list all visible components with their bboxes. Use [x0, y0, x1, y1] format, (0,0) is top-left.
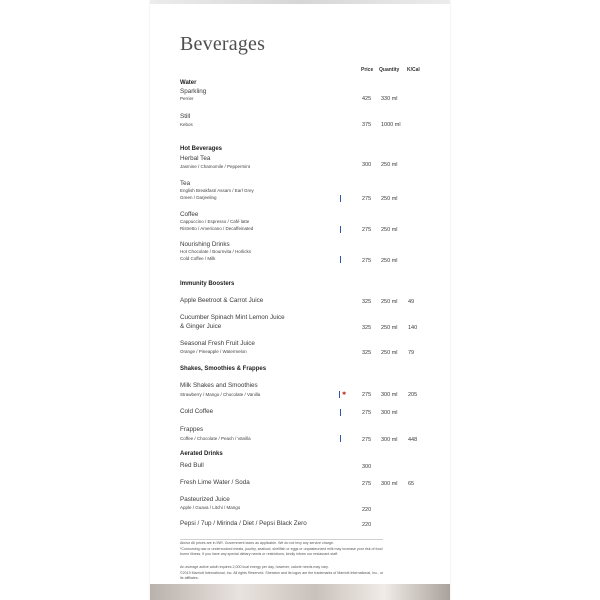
footer-copyright: ©2019 Marriott International, Inc. All rights Reserved. Sheraton and its logos are the trademarks of Marriott International, Inc., or its affiliates.: [180, 571, 384, 580]
footer-note: *Consuming raw or undercooked meats, poultry, seafood, shellfish or eggs or unpasteurized milk may increase your risk of food borne illness. If you have any special dietary needs or restrictions, kindly inform our restaurant staff.: [180, 547, 383, 556]
column-quantity: Quantity: [379, 67, 400, 73]
item-quantity: 250 ml: [381, 299, 398, 305]
item-kcal: 79: [408, 350, 415, 356]
item-quantity: 300 ml: [381, 481, 398, 487]
bottom-strip: [150, 584, 450, 600]
item-price: 220: [362, 507, 372, 513]
item-description: Cappuccino / Espresso / Café latte: [180, 219, 250, 224]
glass-icon: [340, 256, 343, 263]
footer-note: Above All prices are in INR. Government taxes as applicable. We do not levy any service charge.: [180, 541, 334, 545]
column-kcal: K/Cal: [407, 67, 420, 73]
item-description: Apple / Guava / Litchi / Mango: [180, 505, 241, 510]
item-name: Cold Coffee: [180, 408, 214, 415]
item-price: 425: [362, 96, 372, 102]
item-price: 275: [362, 196, 372, 202]
item-price: 325: [362, 350, 372, 356]
item-description: Kebos: [180, 122, 193, 127]
item-description: Hot Chocolate / Bournvita / Horlicks: [180, 249, 252, 254]
column-price: Price: [361, 67, 374, 73]
item-name: Coffee: [180, 211, 199, 218]
item-kcal: 65: [408, 481, 415, 487]
item-price: 325: [362, 325, 372, 331]
item-name: Sparkling: [180, 88, 207, 95]
item-name: Seasonal Fresh Fruit Juice: [180, 340, 255, 347]
footer-divider: [180, 539, 383, 540]
item-quantity: 250 ml: [381, 325, 398, 331]
item-description: Ristretto / Americano / Decaffeinated: [180, 226, 254, 231]
glass-icon: [340, 195, 343, 202]
item-quantity: 330 ml: [381, 96, 398, 102]
item-name: Cucumber Spinach Mint Lemon Juice: [180, 314, 285, 321]
item-name: Pasteurized Juice: [180, 496, 230, 503]
item-price: 275: [362, 258, 372, 264]
section-heading-water: Water: [180, 80, 197, 86]
item-quantity: 250 ml: [381, 162, 398, 168]
section-heading-hot-beverages: Hot Beverages: [180, 146, 223, 152]
item-quantity: 250 ml: [381, 227, 398, 233]
item-name: Pepsi / 7up / Mirinda / Diet / Pepsi Black Zero: [180, 520, 307, 527]
item-quantity: 250 ml: [381, 258, 398, 264]
item-name: Apple Beetroot & Carrot Juice: [180, 297, 264, 304]
item-price: 220: [362, 522, 372, 528]
allergen-icon: ✱: [342, 391, 347, 397]
item-price: 275: [362, 392, 372, 398]
item-price: 325: [362, 299, 372, 305]
item-quantity: 300 ml: [381, 392, 398, 398]
item-price: 275: [362, 410, 372, 416]
item-description: Orange / Pineapple / Watermelon: [180, 349, 247, 354]
glass-icon: [340, 409, 343, 416]
glass-icon: [340, 226, 343, 233]
item-name: & Ginger Juice: [180, 323, 222, 330]
item-name: Tea: [180, 180, 191, 187]
item-description: Coffee / Chocolate / Peach / Vanilla: [180, 436, 251, 441]
item-quantity: 250 ml: [381, 350, 398, 356]
top-strip: [150, 0, 450, 4]
item-price: 300: [362, 464, 372, 470]
item-price: 375: [362, 122, 372, 128]
footer-note: An average active adult requires 2,000 kcal energy per day, however, calorie needs may vary.: [180, 565, 329, 569]
item-description: Strawberry / Mango / Chocolate / Vanilla: [180, 392, 261, 397]
item-name: Nourishing Drinks: [180, 241, 230, 248]
item-description: Cold Coffee / Milk: [180, 256, 216, 261]
item-price: 275: [362, 481, 372, 487]
item-price: 300: [362, 162, 372, 168]
item-quantity: 300 ml: [381, 410, 398, 416]
item-name: Still: [180, 113, 191, 120]
item-price: 275: [362, 227, 372, 233]
page-title: Beverages: [180, 33, 266, 55]
item-name: Fresh Lime Water / Soda: [180, 479, 250, 486]
item-name: Milk Shakes and Smoothies: [180, 382, 258, 389]
item-price: 275: [362, 437, 372, 443]
item-description: Perrier: [180, 96, 194, 101]
item-description: Jasmine / Chamomile / Peppermint: [180, 164, 251, 169]
item-description: Green / Darjeeling: [180, 195, 217, 200]
section-heading-aerated: Aerated Drinks: [180, 451, 223, 457]
item-kcal: 140: [408, 325, 418, 331]
glass-icon: [340, 435, 343, 442]
item-quantity: 250 ml: [381, 196, 398, 202]
item-name: Red Bull: [180, 462, 204, 469]
item-kcal: 448: [408, 437, 418, 443]
item-name: Herbal Tea: [180, 155, 211, 162]
item-quantity: 300 ml: [381, 437, 398, 443]
section-heading-shakes: Shakes, Smoothies & Frappes: [180, 366, 267, 372]
item-description: English Breakfast/ Assam / Earl Grey: [180, 188, 254, 193]
section-heading-immunity-boosters: Immunity Boosters: [180, 281, 235, 287]
item-name: Frappes: [180, 426, 204, 433]
item-kcal: 205: [408, 392, 418, 398]
item-quantity: 1000 ml: [381, 122, 401, 128]
item-kcal: 49: [408, 299, 415, 305]
